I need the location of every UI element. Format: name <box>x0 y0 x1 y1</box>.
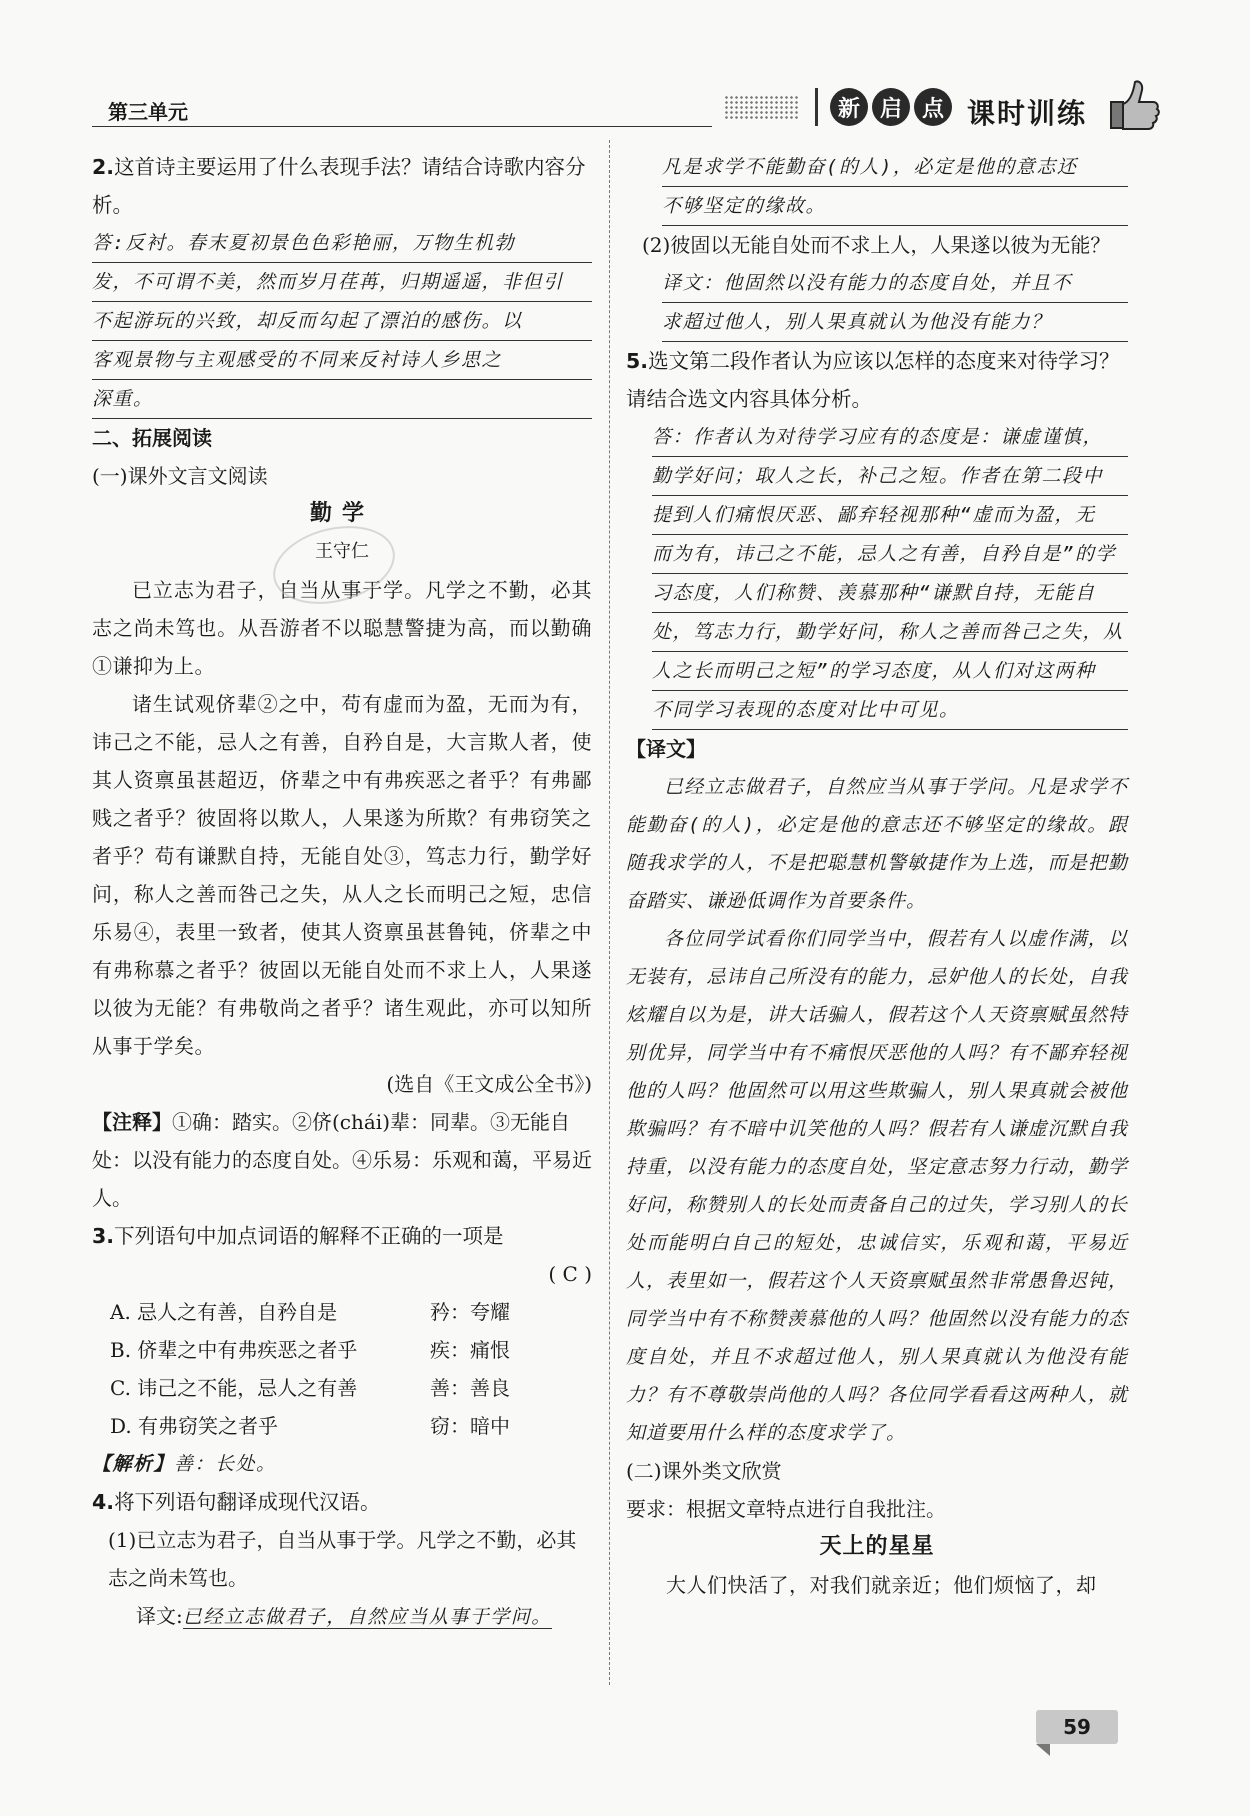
answer-line: 发，不可谓不美，然而岁月荏苒，归期遥遥，非但引 <box>92 263 592 302</box>
answer-line: 答:反衬。春末夏初景色色彩艳丽，万物生机勃 <box>92 224 592 263</box>
option-sentence: D. 有弗窃笑之者乎 <box>110 1414 279 1438</box>
option-sentence: B. 侪辈之中有弗疾恶之者乎 <box>110 1338 358 1362</box>
question-2-text: 这首诗主要运用了什么表现手法？请结合诗歌内容分析。 <box>92 155 586 217</box>
answer-line: 人之长而明己之短”的学习态度，从人们对这两种 <box>652 652 1128 691</box>
option-c <box>92 1369 592 1407</box>
question-3-number: 3. <box>92 1224 115 1248</box>
question-5-number: 5. <box>626 349 649 373</box>
question-5 <box>626 342 1128 418</box>
brand-badge-1: 新 <box>830 88 868 126</box>
classical-author: 王守仁 <box>315 541 369 562</box>
option-explanation: 善：善良 <box>430 1376 510 1400</box>
classical-paragraph-1: 已立志为君子，自当从事于学。凡学之不勤，必其志之尚未笃也。从吾游者不以聪慧警捷为高，而以勤确①谦抑为上。 <box>92 578 592 678</box>
header-separator <box>815 88 818 126</box>
question-5-answer <box>626 418 1128 730</box>
series-title: 课时训练 <box>967 97 1088 130</box>
answer-line: 勤学好问；取人之长，补己之短。作者在第二段中 <box>652 457 1128 496</box>
answer-line: 不够坚定的缘故。 <box>662 187 1128 226</box>
option-explanation: 疾：痛恨 <box>430 1338 510 1362</box>
answer-line: 求超过他人，别人果真就认为他没有能力？ <box>662 303 1128 342</box>
answer-line: 而为有，讳己之不能，忌人之有善，自矜自是”的学 <box>652 535 1128 574</box>
column-divider <box>609 140 610 1685</box>
answer-line: 处，笃志力行，勤学好问，称人之善而咎己之失，从 <box>652 613 1128 652</box>
page-number-tab <box>1036 1744 1050 1756</box>
question-4-item-1-answer-cont <box>626 148 1128 226</box>
question-4-number: 4. <box>92 1490 115 1514</box>
classical-title: 勤学 <box>309 501 374 526</box>
brand-badge-3: 点 <box>914 88 952 126</box>
question-2-number: 2. <box>92 155 115 179</box>
question-5-text: 选文第二段作者认为应该以怎样的态度来对待学习？请结合选文内容具体分析。 <box>626 349 1120 411</box>
question-3-answer: ( C ) <box>548 1262 592 1286</box>
question-4-item-2: (2)彼固以无能自处而不求上人，人果遂以彼为无能？ <box>642 233 1111 257</box>
question-4 <box>92 1483 592 1521</box>
answer-line: 答：作者认为对待学习应有的态度是：谦虚谨慎， <box>652 418 1128 457</box>
answer-line: 习态度，人们称赞、羡慕那种“谦默自持，无能自 <box>652 574 1128 613</box>
section-heading: 二、拓展阅读 <box>92 426 212 450</box>
article-title: 天上的星星 <box>819 1534 935 1559</box>
translation-paragraph-2: 各位同学试看你们同学当中，假若有人以虚作满，以无装有，忌讳自己所没有的能力，忌妒他人的长处，自我炫耀自以为是，讲大话骗人，假若这个人天资禀赋虽然特别优异，同学当中有不痛恨厌恶他的人吗？有不鄙弃轻视他的人吗？他固然可以用这些欺骗人，别人果真就会被他欺骗吗？有不暗中讥笑他的人吗？假若有人谦虚沉默自我持重，以没有能力的态度自处，坚定意志努力行动，勤学好问，称赞别人的长处而责备自己的过失，学习别人的长处而能明白自己的短处，忠诚信实，乐观和蔼，平易近人，表里如一，假若这个人天资禀赋虽然非常愚鲁迟钝，同学当中有不称赞羡慕他的人吗？他固然以没有能力的态度自处，并且不求超过他人，别人果真就认为他没有能力？有不尊敬崇尚他的人吗？各位同学看看这两种人，就知道要用什么样的态度求学了。 <box>626 928 1128 1444</box>
thumbs-up-icon <box>1103 74 1163 134</box>
question-4-text: 将下列语句翻译成现代汉语。 <box>114 1490 381 1514</box>
subsection-heading-2: (二)课外类文欣赏 <box>626 1459 782 1483</box>
translation-answer: 已经立志做君子，自然应当从事于学问。 <box>182 1606 552 1628</box>
question-2-answer <box>92 224 592 419</box>
notes <box>92 1103 592 1217</box>
answer-line: 译文：他固然以没有能力的态度自处，并且不 <box>662 264 1128 303</box>
subsection-heading: (一)课外文言文阅读 <box>92 464 268 488</box>
header-dot-pattern <box>724 95 800 121</box>
option-a <box>92 1293 592 1331</box>
answer-line: 凡是求学不能勤奋(的人)，必定是他的意志还 <box>662 148 1128 187</box>
translation-label: 译文: <box>136 1604 183 1628</box>
analysis-tag: 【解析】 <box>92 1453 175 1475</box>
option-b <box>92 1331 592 1369</box>
brand-badges <box>830 88 952 126</box>
right-column <box>626 148 1128 1604</box>
notes-tag: 【注释】 <box>92 1110 172 1134</box>
option-sentence: C. 讳己之不能，忌人之有善 <box>110 1376 358 1400</box>
unit-label: 第三单元 <box>108 100 188 124</box>
classical-paragraph-2: 诸生试观侪辈②之中，苟有虚而为盈，无而为有，讳己之不能，忌人之有善，自矜自是，大言欺人者，使其人资禀虽甚超迈，侪辈之中有弗疾恶之者乎？有弗鄙贱之者乎？彼固将以欺人，人果遂为所欺？有弗窃笑之者乎？苟有谦默自持，无能自处③，笃志力行，勤学好问，称人之善而咎己之失，从人之长而明己之短，忠信乐易④，表里一致者，使其人资禀虽甚鲁钝，侪辈之中有弗称慕之者乎？彼固以无能自处而不求上人，人果遂以彼为无能？有弗敬尚之者乎？诸生观此，亦可以知所从事于学矣。 <box>92 692 592 1058</box>
answer-line: 提到人们痛恨厌恶、鄙弃轻视那种“虚而为盈，无 <box>652 496 1128 535</box>
question-3 <box>92 1217 592 1255</box>
question-4-item-1: (1)已立志为君子，自当从事于学。凡学之不勤，必其志之尚未笃也。 <box>108 1528 577 1590</box>
answer-line: 不起游玩的兴致，却反而勾起了漂泊的感伤。以 <box>92 302 592 341</box>
article-first-line: 大人们快活了，对我们就亲近；他们烦恼了，却 <box>666 1573 1097 1597</box>
translation-tag: 【译文】 <box>626 737 706 761</box>
question-2 <box>92 148 592 224</box>
notes-text: ①确：踏实。②侪(chái)辈：同辈。③无能自处：以没有能力的态度自处。④乐易：乐观和蔼，平易近人。 <box>92 1110 592 1210</box>
question-4-item-1-answer <box>92 1597 592 1636</box>
page-number: 59 <box>1036 1710 1118 1744</box>
answer-line: 不同学习表现的态度对比中可见。 <box>652 691 1128 730</box>
answer-line: 深重。 <box>92 380 592 419</box>
answer-line: 客观景物与主观感受的不同来反衬诗人乡思之 <box>92 341 592 380</box>
option-explanation: 矜：夸耀 <box>430 1300 510 1324</box>
requirement: 要求：根据文章特点进行自我批注。 <box>626 1497 946 1521</box>
translation-paragraph-1: 已经立志做君子，自然应当从事于学问。凡是求学不能勤奋(的人)，必定是他的意志还不够坚定的缘故。跟随我求学的人，不是把聪慧机警敏捷作为上选，而是把勤奋踏实、谦逊低调作为首要条件。 <box>626 776 1128 912</box>
source-citation: (选自《王文成公全书》) <box>386 1072 592 1096</box>
header-rule <box>92 126 712 127</box>
question-4-item-2-answer <box>626 264 1128 342</box>
option-explanation: 窃：暗中 <box>430 1414 510 1438</box>
brand-badge-2: 启 <box>872 88 910 126</box>
option-d <box>92 1407 592 1445</box>
question-3-analysis <box>92 1445 592 1483</box>
option-sentence: A. 忌人之有善，自矜自是 <box>110 1300 338 1324</box>
left-column <box>92 148 592 1636</box>
analysis-text: 善：长处。 <box>174 1453 277 1475</box>
question-3-text: 下列语句中加点词语的解释不正确的一项是 <box>114 1224 504 1248</box>
